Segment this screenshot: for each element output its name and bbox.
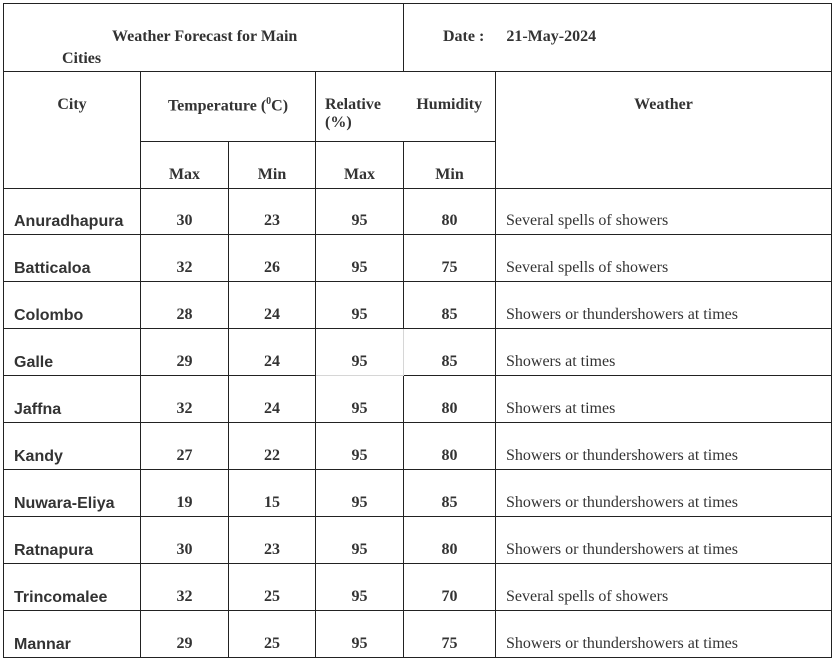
temp-max: 32 xyxy=(141,564,229,611)
temp-max: 30 xyxy=(141,189,229,235)
weather-desc: Several spells of showers xyxy=(496,235,832,282)
humidity-min: 85 xyxy=(404,470,496,517)
weather-desc: Several spells of showers xyxy=(496,564,832,611)
city-name: Galle xyxy=(4,329,141,376)
humidity-header-label: Humidity xyxy=(416,96,483,113)
table-row xyxy=(4,423,832,470)
temp-max: 27 xyxy=(141,423,229,470)
table-row xyxy=(4,564,832,611)
page-title-continued: Cities xyxy=(62,50,102,67)
table-row xyxy=(4,376,832,423)
humidity-min: 85 xyxy=(404,329,496,376)
temp-min: 22 xyxy=(229,423,316,470)
humidity-max: 95 xyxy=(316,329,404,376)
temp-min: 26 xyxy=(229,235,316,282)
temp-max: 32 xyxy=(141,235,229,282)
temperature-header-prefix: Temperature ( xyxy=(167,97,267,115)
table-row xyxy=(4,189,832,235)
weather-desc: Showers or thundershowers at times xyxy=(496,423,832,470)
forecast-rows xyxy=(4,189,832,658)
temperature-header-degree: 0 xyxy=(266,96,272,107)
temp-min: 23 xyxy=(229,189,316,235)
temp-max: 30 xyxy=(141,517,229,564)
temp-min: 15 xyxy=(229,470,316,517)
weather-desc: Showers at times xyxy=(496,376,832,423)
page-title: Weather Forecast for Main xyxy=(112,28,298,45)
table-row xyxy=(4,329,832,376)
city-name: Kandy xyxy=(4,423,141,470)
humidity-max: 95 xyxy=(316,470,404,517)
temp-min: 24 xyxy=(229,329,316,376)
table-row xyxy=(4,282,832,329)
forecast-table xyxy=(3,3,832,658)
city-name: Trincomalee xyxy=(4,564,141,611)
humidity-min: 70 xyxy=(404,564,496,611)
temp-min: 25 xyxy=(229,564,316,611)
humidity-max: 95 xyxy=(316,376,404,423)
title-cell xyxy=(4,4,404,72)
humidity-max: 95 xyxy=(316,564,404,611)
weather-header xyxy=(496,72,832,189)
temp-min: 23 xyxy=(229,517,316,564)
humidity-max-header: Max xyxy=(316,142,404,189)
humidity-min: 75 xyxy=(404,611,496,658)
humidity-min: 80 xyxy=(404,376,496,423)
city-name: Ratnapura xyxy=(4,517,141,564)
humidity-min: 80 xyxy=(404,423,496,470)
city-header-label: City xyxy=(57,96,87,113)
humidity-max: 95 xyxy=(316,517,404,564)
city-name: Nuwara-Eliya xyxy=(4,470,141,517)
humidity-max: 95 xyxy=(316,611,404,658)
relative-header xyxy=(316,72,404,142)
weather-desc: Showers or thundershowers at times xyxy=(496,470,832,517)
title-row xyxy=(4,4,832,72)
city-name: Batticaloa xyxy=(4,235,141,282)
temp-max: 29 xyxy=(141,329,229,376)
humidity-max: 95 xyxy=(316,423,404,470)
weather-desc: Showers at times xyxy=(496,329,832,376)
city-header xyxy=(4,72,141,189)
table-row xyxy=(4,517,832,564)
humidity-header xyxy=(404,72,496,142)
weather-header-label: Weather xyxy=(634,96,693,113)
city-name: Colombo xyxy=(4,282,141,329)
forecast-frame xyxy=(3,3,831,659)
table-row xyxy=(4,470,832,517)
temp-max-header: Max xyxy=(141,142,229,189)
weather-desc: Showers or thundershowers at times xyxy=(496,611,832,658)
humidity-min: 80 xyxy=(404,189,496,235)
temp-min: 24 xyxy=(229,376,316,423)
humidity-min: 80 xyxy=(404,517,496,564)
table-row xyxy=(4,611,832,658)
humidity-max: 95 xyxy=(316,282,404,329)
date-label: Date : xyxy=(443,28,485,45)
city-name: Anuradhapura xyxy=(4,189,141,235)
table-row xyxy=(4,235,832,282)
humidity-max: 95 xyxy=(316,235,404,282)
weather-desc: Showers or thundershowers at times xyxy=(496,282,832,329)
weather-desc: Several spells of showers xyxy=(496,189,832,235)
temp-max: 29 xyxy=(141,611,229,658)
date-value: 21-May-2024 xyxy=(506,28,597,45)
city-name: Mannar xyxy=(4,611,141,658)
temperature-header xyxy=(141,72,316,142)
relative-header-unit: (%) xyxy=(325,114,352,131)
weather-desc: Showers or thundershowers at times xyxy=(496,517,832,564)
temp-min: 24 xyxy=(229,282,316,329)
date-cell xyxy=(404,4,832,72)
humidity-max: 95 xyxy=(316,189,404,235)
temp-max: 28 xyxy=(141,282,229,329)
humidity-min-header: Min xyxy=(404,142,496,189)
humidity-min: 85 xyxy=(404,282,496,329)
temp-max: 19 xyxy=(141,470,229,517)
header-row xyxy=(4,72,832,142)
city-name: Jaffna xyxy=(4,376,141,423)
temp-max: 32 xyxy=(141,376,229,423)
humidity-min: 75 xyxy=(404,235,496,282)
temp-min-header: Min xyxy=(229,142,316,189)
temp-min: 25 xyxy=(229,611,316,658)
temperature-header-suffix: C) xyxy=(271,97,289,115)
relative-header-label: Relative xyxy=(325,96,381,113)
